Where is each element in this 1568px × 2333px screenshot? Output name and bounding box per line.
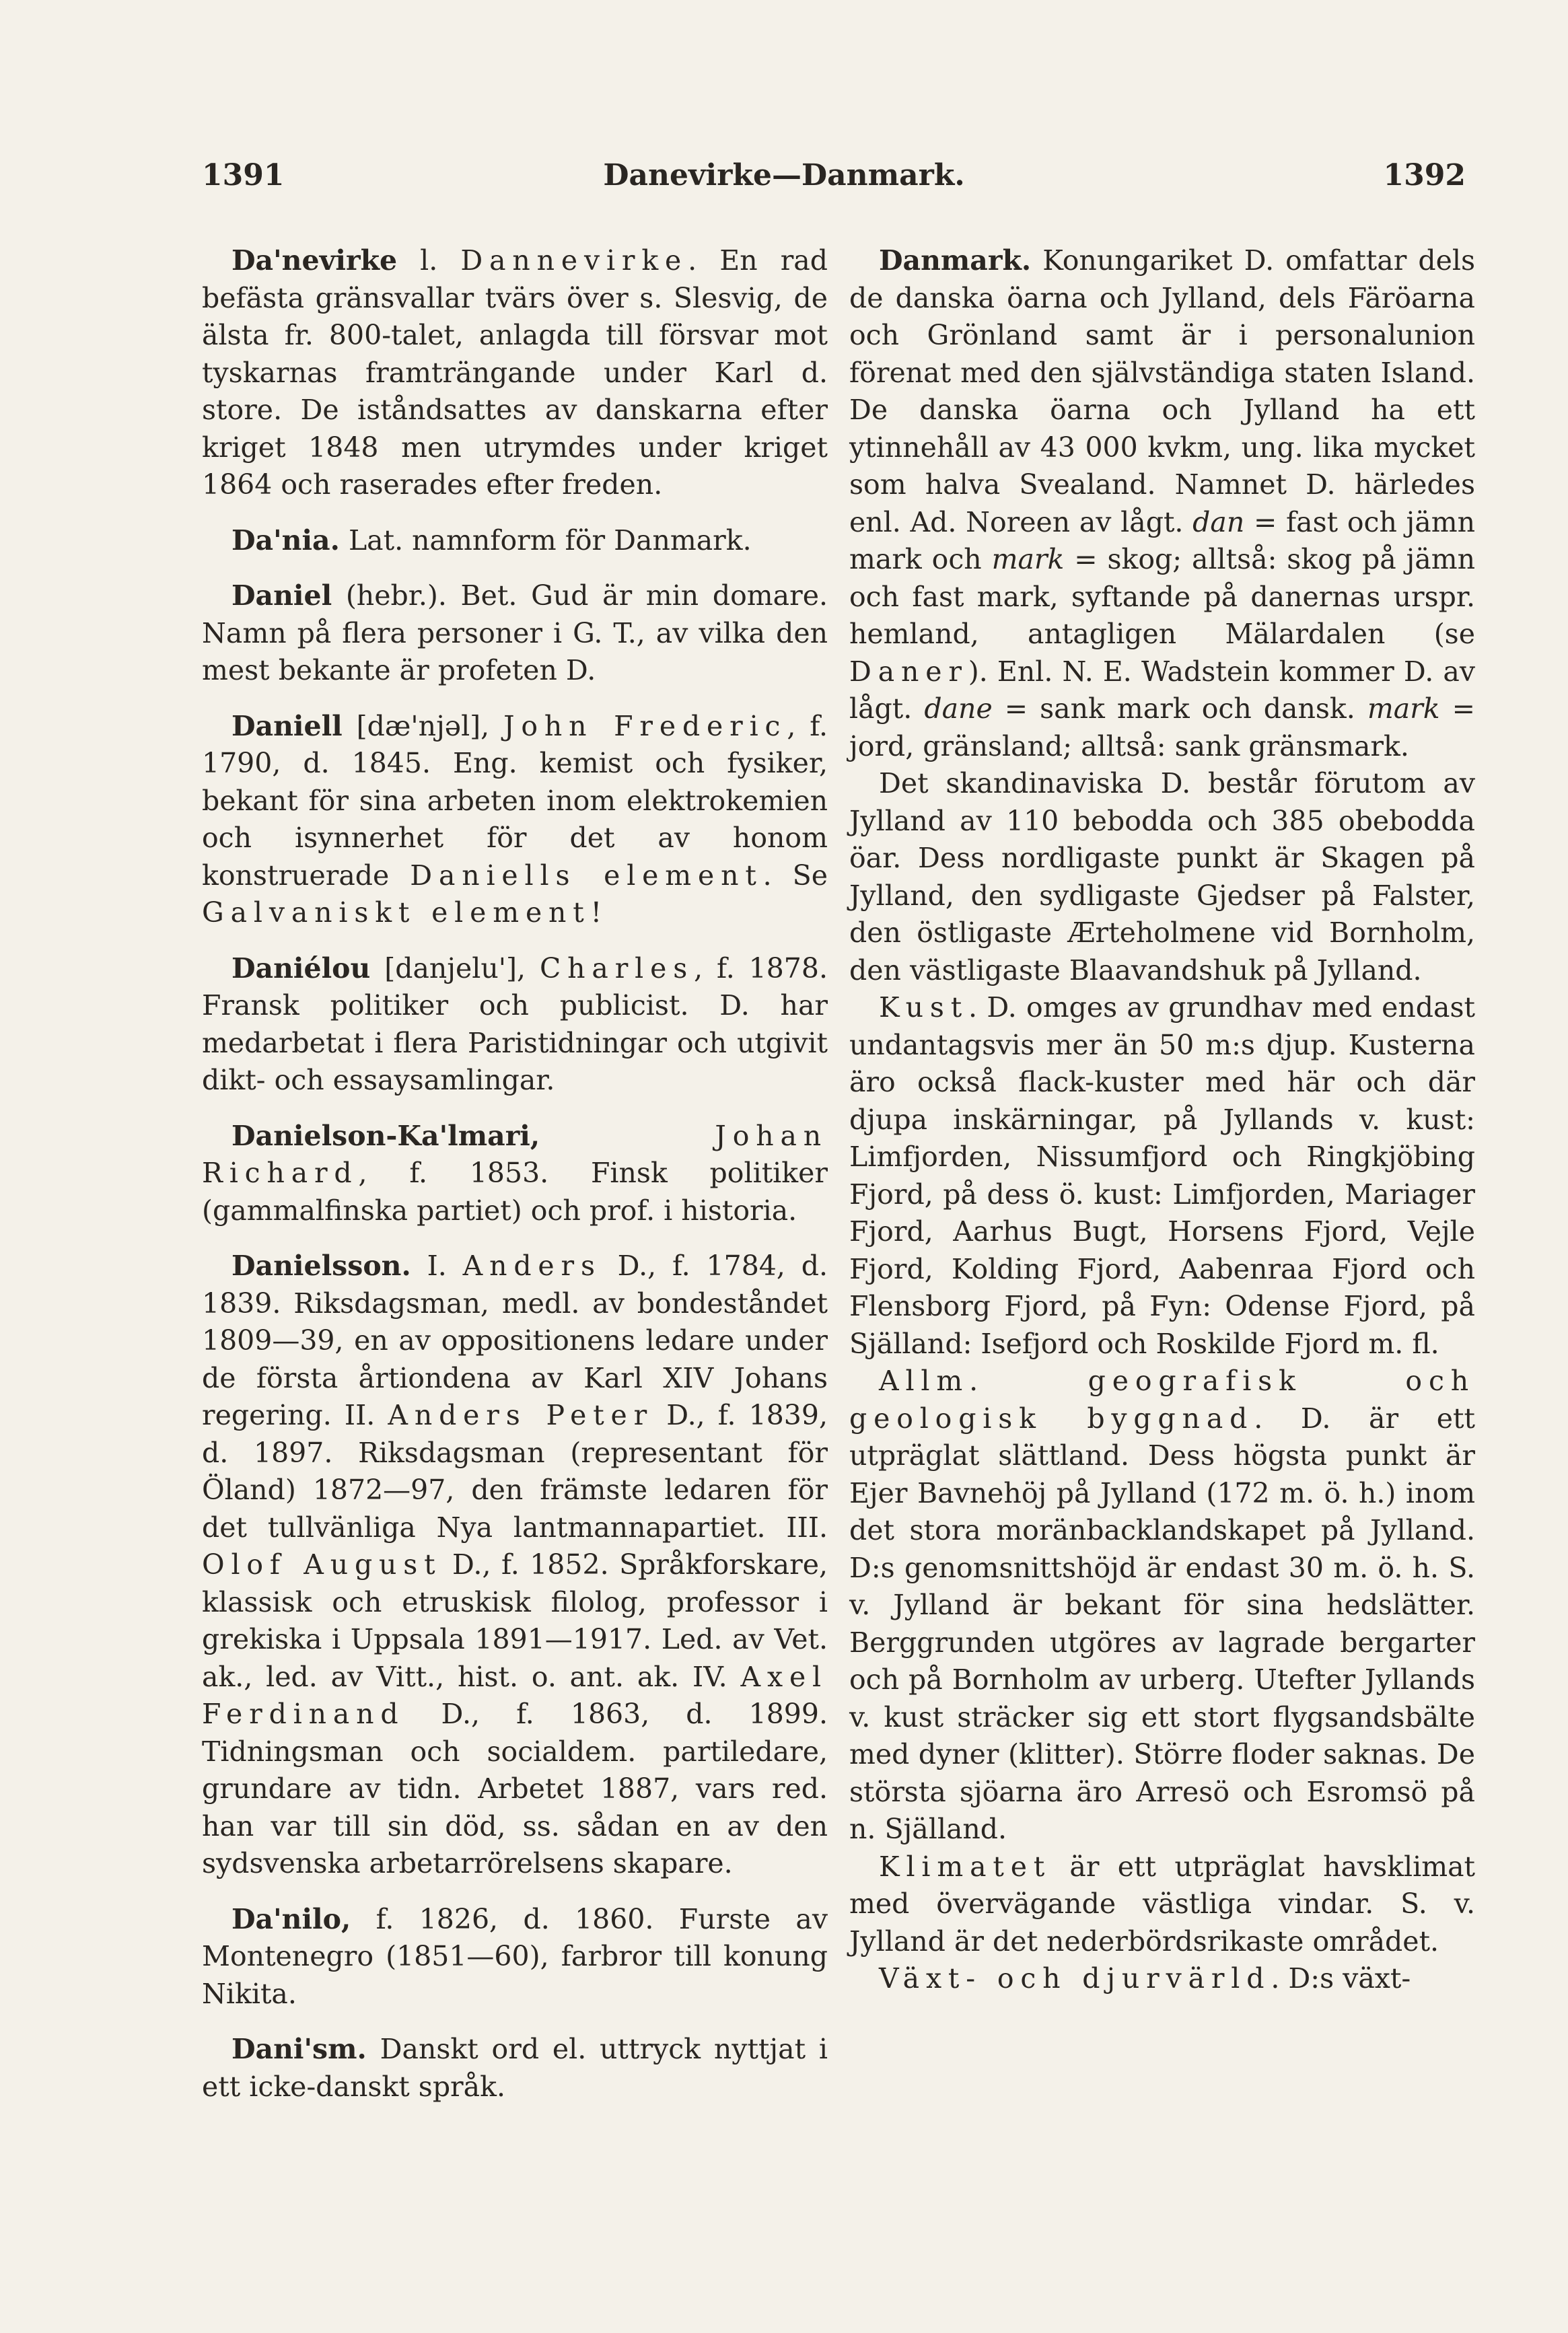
entry-text: Konungariket D. omfattar dels de danska öarna och Jylland, dels Färöarna och Grönland samt är i personalunion förenat med den självständiga staten Island. De danska öarna och Jylland ha ett ytinnehåll av 43 000 kvkm, ung. lika mycket som halva Svealand. Namnet D. härledes enl. Ad. Noreen av lågt.: [849, 244, 1475, 538]
spaced-name: Galvaniskt element: [202, 896, 591, 929]
running-title: Danevirke—Danmark.: [603, 158, 965, 192]
entry-headword: Dani'sm.: [231, 2033, 367, 2065]
entry-text: Lat. namnform för Danmark.: [339, 524, 752, 557]
entry-text: . En rad befästa gränsvallar tvärs över s. Slesvig, de älsta fr. 800-talet, anlagda till försvar mot tyskarnas framträngande under Karl d. store. De iståndsattes av danskarna efter kriget 1848 men utrymdes under kriget 1864 och raserades efter freden.: [202, 244, 828, 501]
entry-text: = jord, gränsland; alltså: sank gränsmark.: [849, 692, 1476, 762]
page-header: [0, 158, 1568, 212]
article-paragraph: [849, 1849, 1475, 1961]
article-paragraph: [849, 765, 1475, 989]
article-paragraph: [849, 242, 1475, 765]
entry-text: Det skandinaviska D. består förutom av Jylland av 110 bebodda och 385 obebodda öar. Dess nordligaste punkt är Skagen på Jylland, den sydligaste Gjedser på Falster, den östligaste Ærteholmene vid Bornholm, den västligaste Blaavandshuk på Jylland.: [849, 767, 1475, 986]
entry-text: l.: [397, 244, 461, 277]
italic-term: dan: [1192, 505, 1245, 538]
entry-text: . Se: [762, 859, 828, 892]
entry-text: , f. 1853. Finsk politiker (gammalfinska partiet) och prof. i historia.: [202, 1157, 828, 1227]
spaced-name: Johan Richard: [202, 1119, 828, 1189]
entry-text: = fast och jämn mark och: [849, 505, 1475, 575]
dictionary-entry: [202, 708, 828, 932]
spaced-name: Allm. geografisk och geologisk byggnad: [849, 1365, 1475, 1435]
spaced-name: Anders: [462, 1250, 602, 1282]
dictionary-entry: [202, 522, 828, 560]
entry-headword: Da'nilo,: [231, 1902, 351, 1935]
entry-text: D., f. 1863, d. 1899. Tidningsman och socialdem. partiledare, grundare av tidn. Arbetet 1887, vars red. han var till sin död, ss. sådan en av den sydsvenska arbetarrörelsens skapare.: [202, 1698, 828, 1879]
spaced-name: Daniells element: [410, 859, 763, 892]
italic-term: dane: [924, 692, 993, 725]
entry-text: är ett utpräglat havsklimat med övervägande västliga vindar. S. v. Jylland är det nederbördsrikaste området.: [849, 1850, 1475, 1958]
entry-headword: Danmark.: [879, 244, 1032, 277]
spaced-name: Kust: [879, 991, 969, 1024]
entry-text: [danjelu'],: [370, 952, 540, 984]
spaced-name: Axel Ferdinand: [202, 1660, 828, 1730]
right-column: [849, 242, 1475, 1998]
dictionary-entry: [202, 577, 828, 690]
dictionary-entry: [202, 1901, 828, 2013]
entry-text: D., f. 1839, d. 1897. Riksdagsman (representant för Öland) 1872—97, den främste ledaren för det tullvänliga Nya lantmannapartiet. III.: [202, 1399, 828, 1544]
entry-headword: Da'nia.: [231, 524, 340, 557]
entry-text: D., f. 1784, d. 1839. Riksdagsman, medl. av bondeståndet 1809—39, en av oppositionens ledare under de första årtiondena av Karl XIV Johans regering. II.: [202, 1250, 828, 1431]
entry-headword: Daniel: [231, 579, 332, 612]
entry-headword: Daniélou: [231, 952, 371, 984]
entry-text: [dæ'njəl],: [342, 709, 504, 742]
spaced-name: Dannevirke: [460, 244, 688, 277]
entry-text: Danskt ord el. uttryck nyttjat i ett icke-danskt språk.: [202, 2033, 828, 2103]
entry-headword: Da'nevirke: [231, 244, 398, 277]
entry-text: . D. omges av grundhav med endast undantagsvis mer än 50 m:s djup. Kusterna äro också flack-kuster med här och där djupa inskärningar, på Jyllands v. kust: Limfjorden, Nissumfjord och Ringkjöbing Fjord, på dess ö. kust: Limfjorden, Mariager Fjord, Aarhus Bugt, Horsens Fjord, Vejle Fjord, Kolding Fjord, Aabenraa Fjord och Flensborg Fjord, på Fyn: Odense Fjord, på Själland: Isefjord och Roskilde Fjord m. fl.: [849, 991, 1475, 1360]
spaced-name: Olof August: [202, 1548, 442, 1581]
dictionary-entry: [202, 1118, 828, 1230]
entry-text: f. 1826, d. 1860. Furste av Montenegro (1851—60), farbror till konung Nikita.: [202, 1902, 828, 2010]
italic-term: mark: [991, 543, 1065, 575]
entry-text: [540, 1120, 715, 1152]
page-number-right: 1392: [1383, 158, 1466, 192]
page-number-left: 1391: [202, 158, 285, 192]
entry-text: I.: [411, 1250, 463, 1282]
entry-text: = sank mark och dansk.: [992, 692, 1367, 725]
entry-text: , f. 1790, d. 1845. Eng. kemist och fysiker, bekant för sina arbeten inom elektrokemien och isynnerhet för det av honom konstruerade: [202, 709, 828, 892]
article-paragraph: [849, 1363, 1475, 1849]
left-column: [202, 242, 828, 2124]
entry-headword: Daniell: [231, 709, 343, 742]
spaced-name: Daner: [849, 655, 968, 688]
spaced-name: Klimatet: [879, 1850, 1052, 1883]
entry-text: , f. 1878. Fransk politiker och publicist. D. har medarbetat i flera Paristidningar och utgivit dikt- och essaysamlingar.: [202, 952, 828, 1096]
entry-headword: Danielson-Ka'lmari,: [231, 1119, 540, 1152]
entry-text: . D:s växt-: [1271, 1962, 1411, 1995]
entry-headword: Danielsson.: [231, 1250, 411, 1282]
article-paragraph: [849, 1960, 1475, 1998]
spaced-name: Anders Peter: [388, 1399, 654, 1431]
spaced-name: Charles: [539, 952, 694, 984]
dictionary-entry: [202, 1248, 828, 1883]
italic-term: mark: [1367, 692, 1440, 725]
entry-text: (hebr.). Bet. Gud är min domare. Namn på flera personer i G. T., av vilka den mest bekante är profeten D.: [202, 579, 828, 686]
dictionary-entry: [202, 950, 828, 1100]
article-paragraph: [849, 989, 1475, 1363]
entry-text: D., f. 1852. Språkforskare, klassisk och etruskisk filolog, professor i grekiska i Uppsala 1891—1917. Led. av Vet. ak., led. av Vitt., hist. o. ant. ak. IV.: [202, 1548, 828, 1693]
entry-text: ). Enl. N. E. Wadstein kommer D. av lågt.: [849, 655, 1475, 725]
dictionary-entry: [202, 242, 828, 504]
spaced-name: John Frederic: [503, 709, 787, 742]
dictionary-entry: [202, 2031, 828, 2106]
entry-text: . D. är ett utpräglat slättland. Dess högsta punkt är Ejer Bavnehöj på Jylland (172 m. ö. h.) inom det stora moränbacklandskapet på Jylland. D:s genomsnittshöjd är endast 30 m. ö. h. S. v. Jylland är bekant för sina hedslätter. Berggrunden utgöres av lagrade bergarter och på Bornholm av urberg. Utefter Jyllands v. kust sträcker sig ett stort flygsandsbälte med dyner (klitter). Större floder saknas. De största sjöarna äro Arresö och Esromsö på n. Själland.: [849, 1402, 1475, 1845]
entry-text: = skog; alltså: skog på jämn och fast mark, syftande på danernas urspr. hemland, antagligen Mälardalen (se: [849, 543, 1475, 650]
spaced-name: Växt- och djurvärld: [879, 1962, 1271, 1995]
entry-text: !: [590, 896, 602, 929]
